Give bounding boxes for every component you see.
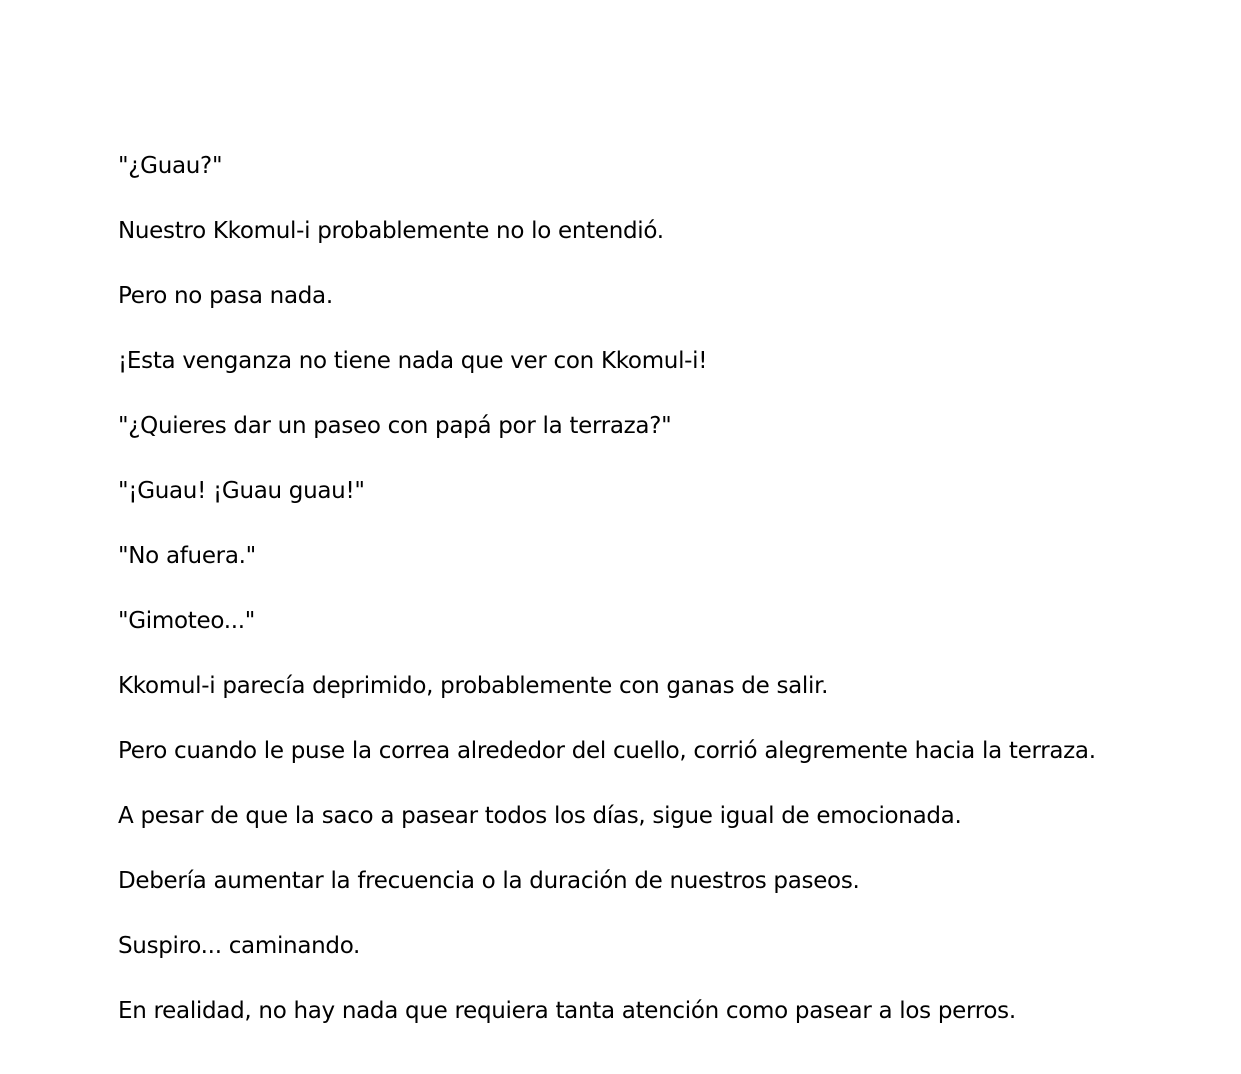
paragraph: En realidad, no hay nada que requiera tanta atención como pasear a los perros. <box>118 998 1016 1024</box>
paragraph: Kkomul-i parecía deprimido, probablemente con ganas de salir. <box>118 673 829 699</box>
paragraph: Debería aumentar la frecuencia o la duración de nuestros paseos. <box>118 868 860 894</box>
paragraph: Suspiro... caminando. <box>118 933 361 959</box>
paragraph: A pesar de que la saco a pasear todos los días, sigue igual de emocionada. <box>118 803 962 829</box>
paragraph: "¿Guau?" <box>118 153 223 179</box>
paragraph: "¡Guau! ¡Guau guau!" <box>118 478 365 504</box>
paragraph: Pero cuando le puse la correa alrededor del cuello, corrió alegremente hacia la terraza. <box>118 738 1096 764</box>
paragraph: Nuestro Kkomul-i probablemente no lo entendió. <box>118 218 664 244</box>
paragraph: "Gimoteo..." <box>118 608 256 634</box>
paragraph: Pero no pasa nada. <box>118 283 333 309</box>
paragraph: "No afuera." <box>118 543 256 569</box>
paragraph: "¿Quieres dar un paseo con papá por la terraza?" <box>118 413 672 439</box>
document-body <box>118 150 1121 1060</box>
paragraph: ¡Esta venganza no tiene nada que ver con Kkomul-i! <box>118 348 708 374</box>
